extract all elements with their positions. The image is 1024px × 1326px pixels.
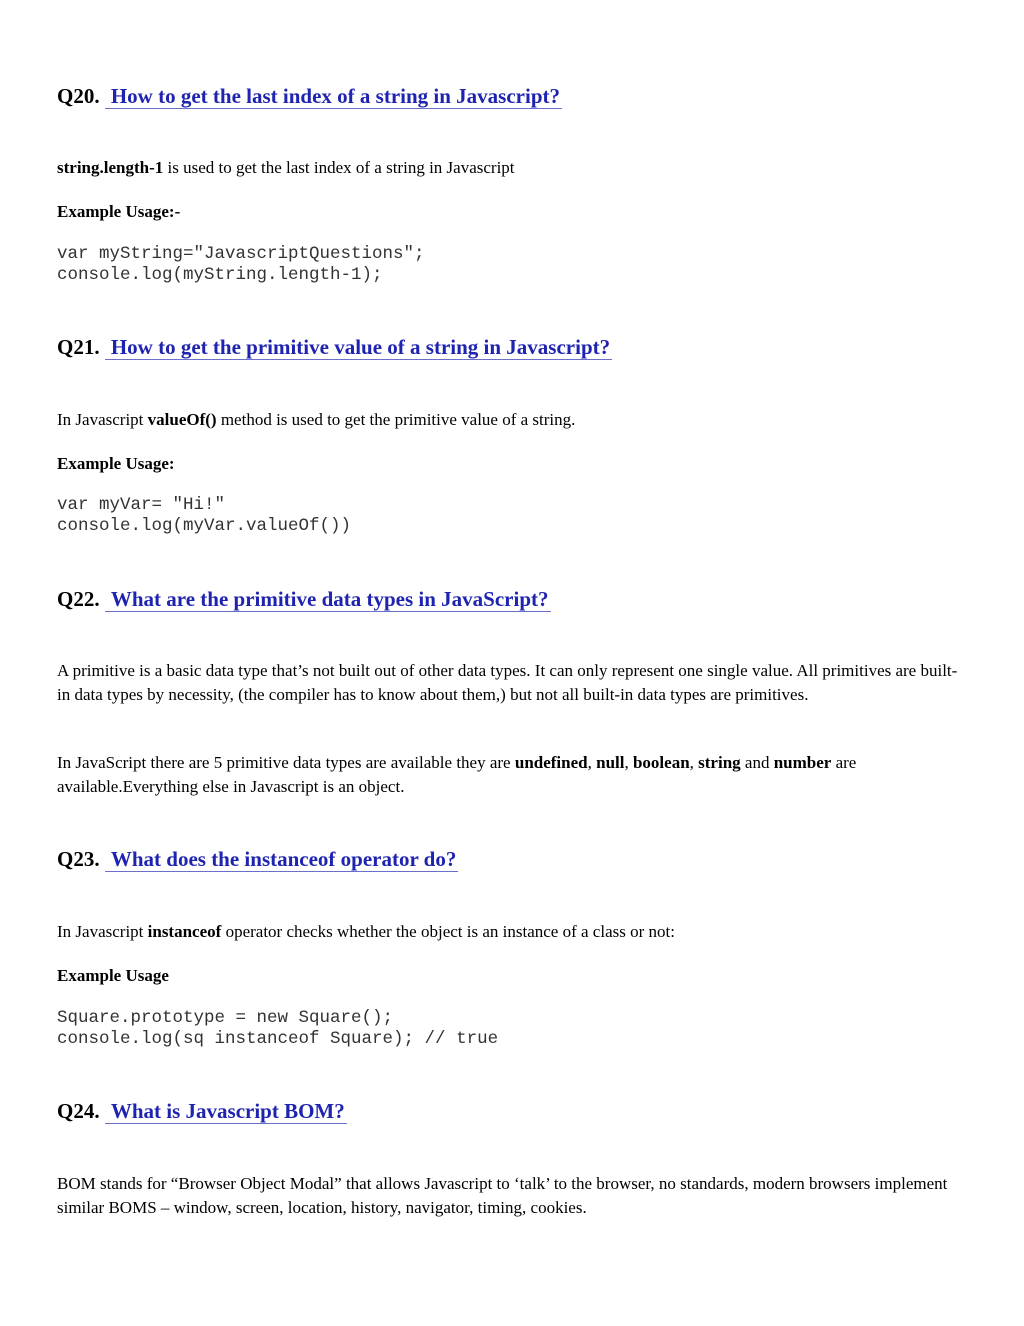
q23-number: Q23. bbox=[57, 847, 100, 871]
q21-heading bbox=[57, 335, 612, 359]
q20-code-block bbox=[57, 244, 425, 286]
q23-heading bbox=[57, 847, 458, 871]
q22-heading bbox=[57, 587, 551, 611]
q20-answer-bold: string.length-1 bbox=[57, 158, 164, 177]
q22-paragraph-2 bbox=[57, 751, 967, 799]
separator: , bbox=[689, 753, 699, 772]
q20-answer bbox=[57, 156, 967, 180]
q21-code-block bbox=[57, 495, 351, 537]
q21-number: Q21. bbox=[57, 335, 100, 359]
q22-p2-post: are available.Everything else in Javascript is an object. bbox=[57, 753, 857, 796]
q23-answer bbox=[57, 920, 967, 944]
q20-title-link[interactable]: How to get the last index of a string in Javascript? bbox=[105, 84, 562, 109]
q22-number: Q22. bbox=[57, 587, 100, 611]
q21-example-label: Example Usage: bbox=[57, 454, 175, 473]
q23-example-label: Example Usage bbox=[57, 966, 169, 985]
q23-answer-bold: instanceof bbox=[147, 922, 222, 941]
q24-heading bbox=[57, 1099, 347, 1123]
code-line: console.log(myVar.valueOf()) bbox=[57, 516, 352, 536]
q23-code-block bbox=[57, 1008, 498, 1050]
type-undefined: undefined bbox=[514, 753, 588, 772]
q21-answer bbox=[57, 408, 967, 432]
type-string: string bbox=[698, 753, 741, 772]
q24-answer: BOM stands for “Browser Object Modal” that allows Javascript to ‘talk’ to the browser, no standards, modern browsers implement similar BOMS – window, screen, location, history, navigator, timing, cookies. bbox=[57, 1174, 948, 1217]
q23-answer-text: operator checks whether the object is an instance of a class or not: bbox=[221, 922, 675, 941]
q21-answer-bold: valueOf() bbox=[147, 410, 217, 429]
q22-p2-pre: In JavaScript there are 5 primitive data types are available they are bbox=[57, 753, 515, 772]
separator: , bbox=[624, 753, 633, 772]
q24-number: Q24. bbox=[57, 1099, 100, 1123]
code-line: console.log(myString.length-1); bbox=[57, 265, 383, 285]
q22-title-link[interactable]: What are the primitive data types in JavaScript? bbox=[105, 587, 551, 612]
q20-answer-text: is used to get the last index of a string in Javascript bbox=[163, 158, 515, 177]
q20-number: Q20. bbox=[57, 84, 100, 108]
q20-heading bbox=[57, 84, 562, 108]
code-line: Square.prototype = new Square(); bbox=[57, 1008, 394, 1028]
separator: and bbox=[740, 753, 774, 772]
code-line: var myVar= "Hi!" bbox=[57, 495, 226, 515]
q20-example-label: Example Usage:- bbox=[57, 202, 181, 221]
code-line: var myString="JavascriptQuestions"; bbox=[57, 244, 425, 264]
q23-title-link[interactable]: What does the instanceof operator do? bbox=[105, 847, 459, 872]
q21-answer-pre: In Javascript bbox=[57, 410, 148, 429]
type-null: null bbox=[596, 753, 625, 772]
q21-title-link[interactable]: How to get the primitive value of a string in Javascript? bbox=[105, 335, 612, 360]
q24-title-link[interactable]: What is Javascript BOM? bbox=[105, 1099, 347, 1124]
code-line: console.log(sq instanceof Square); // true bbox=[57, 1029, 499, 1049]
separator: , bbox=[587, 753, 597, 772]
type-boolean: boolean bbox=[632, 753, 690, 772]
q23-answer-pre: In Javascript bbox=[57, 922, 148, 941]
type-number: number bbox=[773, 753, 832, 772]
q22-paragraph-1: A primitive is a basic data type that’s not built out of other data types. It can only represent one single value. All primitives are built-in data types by necessity, (the compiler has to know about them,) but not all built-in data types are primitives. bbox=[57, 661, 958, 704]
q21-answer-text: method is used to get the primitive value of a string. bbox=[216, 410, 576, 429]
